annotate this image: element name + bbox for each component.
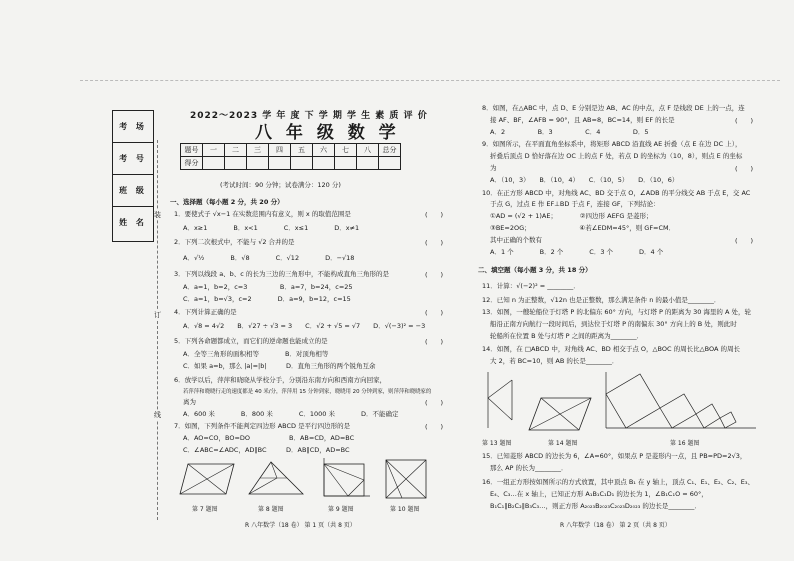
score-cell bbox=[225, 157, 247, 170]
cut-char: 线 bbox=[154, 411, 161, 419]
answer-paren: ( ) bbox=[425, 399, 444, 407]
question-text: 7．如图，下列条件不能判定四边形 ABCD 是平行四边形的是 bbox=[174, 422, 351, 430]
score-table-header-row bbox=[181, 144, 401, 157]
question-text: 12．已知 n 为正整数，√12n 也是正整数，那么满足条件 n 的最小值是________． bbox=[482, 296, 721, 304]
question-options: A．AO=CO，BO=DO B．AB=CD，AD=BC bbox=[183, 434, 355, 442]
score-cell bbox=[313, 157, 335, 170]
question-text: 16．一组正方形按如图所示的方式放置，其中顶点 B₁ 在 y 轴上，顶点 C₁、E₁、E₂、C₂、E₃、 bbox=[482, 478, 754, 486]
question-text: 那么 AP 的长为________． bbox=[490, 464, 568, 472]
score-cell: 得分 bbox=[181, 157, 203, 170]
question-text: 14．如图，在 □ABCD 中，对角线 AC、BD 相交于点 O，△BOC 的周长比△BOA 的周长 bbox=[482, 345, 740, 353]
question-text: 若萍萍和晓晓行走的速度都是 40 米/分，萍萍用 15 分钟到家，晓晓用 20 分钟到家，则萍萍和晓晓家的 bbox=[183, 389, 432, 395]
name-label: 姓 名 bbox=[119, 218, 147, 227]
question-options: A．全等三角形的面积相等 B．对顶角相等 bbox=[183, 350, 329, 358]
question-options: A．x≥1 B．x<1 C．x≤1 D．x≠1 bbox=[183, 224, 360, 232]
question-options: A．a=1，b=2，c=3 B．a=7，b=24，c=25 bbox=[183, 283, 353, 291]
question-text: 11．计算：√(−2)² = ________． bbox=[482, 282, 580, 290]
answer-paren: ( ) bbox=[735, 237, 754, 245]
question-options: C．a=1，b=√3，c=2 D．a=9，b=12，c=15 bbox=[183, 295, 351, 303]
answer-paren: ( ) bbox=[735, 165, 754, 173]
figure-caption: 第 10 题图 bbox=[390, 506, 420, 513]
score-cell bbox=[379, 157, 401, 170]
figure-q14 bbox=[525, 394, 595, 436]
question-text: 3．下列以线段 a、b、c 的长为三边的三角形中，不能构成直角三角形的是 bbox=[174, 270, 389, 278]
figure-caption: 第 7 题图 bbox=[192, 506, 218, 513]
exam-title: 八 年 级 数 学 bbox=[255, 123, 400, 143]
score-cell bbox=[247, 157, 269, 170]
score-cell: 三 bbox=[247, 144, 269, 157]
score-cell: 五 bbox=[291, 144, 313, 157]
question-options: C．如果 a=b，那么 |a|=|b| D．直角三角形的两个锐角互余 bbox=[183, 362, 376, 370]
question-options: A．2 B．3 C．4 D．5 bbox=[490, 128, 649, 136]
page-footer-left: R 八年数学（18 卷） 第 1 页（共 8 页） bbox=[245, 522, 356, 529]
figure-q9 bbox=[318, 456, 372, 502]
question-text: E₄、C₃…在 x 轴上，已知正方形 A₁B₁C₁D₁ 的边长为 1，∠B₁C₁O = 60°， bbox=[490, 490, 708, 498]
figure-caption: 第 13 题图 bbox=[482, 440, 512, 447]
question-text: 5．下列各命题都成立，而它们的逆命题也能成立的是 bbox=[174, 337, 328, 345]
question-text: B₁C₁∥B₂C₂∥B₃C₃…，则正方形 A₂₀₂₃B₂₀₂₃C₂₀₂₃D₂₀₂₃ 的边长是________． bbox=[490, 502, 701, 510]
question-text: 折叠后顶点 D 恰好落在边 OC 上的点 F 处，若点 D 的坐标为（10，8），则点 E 的坐标 bbox=[490, 152, 743, 160]
score-cell: 八 bbox=[357, 144, 379, 157]
score-cell bbox=[203, 157, 225, 170]
score-table bbox=[180, 143, 401, 170]
question-text: 15．已知菱形 ABCD 的边长为 6，∠A=60°，如果点 P 是菱形内一点，且 PB=PD=2√3， bbox=[482, 452, 747, 460]
figure-caption: 第 14 题图 bbox=[548, 440, 578, 447]
section-fill-heading: 二、填空题（每小题 3 分，共 18 分） bbox=[478, 266, 592, 274]
question-options: A．1 个 B．2 个 C．3 个 D．4 个 bbox=[490, 248, 664, 256]
answer-paren: ( ) bbox=[425, 423, 444, 431]
question-text: 为 bbox=[490, 164, 497, 172]
answer-paren: ( ) bbox=[735, 117, 754, 125]
figure-q10 bbox=[382, 456, 432, 502]
question-options: A．√8 = 4√2 B．√27 ÷ √3 = 3 C．√2 + √5 = √7 D．√(−3)² = −3 bbox=[183, 322, 426, 330]
question-options: C．∠ABC=∠ADC，AD∥BC D．AB∥CD，AD=BC bbox=[183, 446, 350, 454]
question-text: 其中正确的个数有 bbox=[490, 236, 542, 244]
answer-paren: ( ) bbox=[425, 338, 444, 346]
answer-paren: ( ) bbox=[425, 271, 444, 279]
figure-q16 bbox=[600, 370, 760, 434]
question-text: 9．如图所示，在平面直角坐标系中，将矩形 ABCD 沿直线 AE 折叠（点 E 在边 DC 上）， bbox=[482, 140, 742, 148]
answer-paren: ( ) bbox=[425, 239, 444, 247]
question-options: A．（10，3） B．（10，4） C．（10，5） D．（10，6） bbox=[490, 176, 679, 184]
question-text: 2．下列二次根式中，不能与 √2 合并的是 bbox=[174, 238, 295, 246]
question-text: 13．如图，一艘轮船位于灯塔 P 的北偏东 60° 方向，与灯塔 P 的距离为 30 海里的 A 处，轮 bbox=[482, 308, 752, 316]
answer-paren: ( ) bbox=[425, 211, 444, 219]
score-cell bbox=[291, 157, 313, 170]
question-text: 接 AF、BF，∠AFB = 90°，且 AB=8，BC=14，则 EF 的长是 bbox=[490, 116, 675, 124]
exam-room-label: 考 场 bbox=[113, 111, 153, 143]
figure-caption: 第 16 题图 bbox=[670, 440, 700, 447]
class-label: 班 级 bbox=[113, 175, 153, 207]
question-text: 轮船所在位置 B 处与灯塔 P 之间的距离为________． bbox=[490, 332, 644, 340]
score-cell: 一 bbox=[203, 144, 225, 157]
question-text: 离为 bbox=[183, 398, 196, 406]
exam-number-label: 考 号 bbox=[113, 143, 153, 175]
score-cell: 六 bbox=[313, 144, 335, 157]
question-options: A．600 米 B．800 米 C．1000 米 D．不能确定 bbox=[183, 410, 399, 418]
question-text: 大 2，若 BC=10，则 AB 的长是________． bbox=[490, 357, 619, 365]
figure-q7 bbox=[176, 458, 238, 500]
figure-caption: 第 9 题图 bbox=[328, 506, 354, 513]
score-table-score-row bbox=[181, 157, 401, 170]
question-text: 于点 G，过点 E 作 EF⊥BD 于点 F，连接 GF，下列结论： bbox=[490, 200, 660, 208]
score-cell: 四 bbox=[269, 144, 291, 157]
score-cell: 二 bbox=[225, 144, 247, 157]
school-year-heading: 2022～2023 学 年 度 下 学 期 学 生 素 质 评 价 bbox=[190, 111, 428, 121]
page-footer-right: R 八年数学（18 卷） 第 2 页（共 8 页） bbox=[560, 522, 671, 529]
cut-char: 装 bbox=[154, 211, 161, 219]
question-text: 6．放学以后，萍萍和晓晓从学校分手，分别沿东南方向和西南方向回家， bbox=[174, 376, 387, 384]
score-cell bbox=[357, 157, 379, 170]
question-text: ①AD = (√2 + 1)AE； ②四边形 AEFG 是菱形； bbox=[490, 212, 653, 220]
section-choice-heading: 一、选择题（每小题 2 分，共 20 分） bbox=[170, 198, 284, 206]
question-text: 10．在正方形 ABCD 中，对角线 AC、BD 交于点 O，∠ADB 的平分线交 AB 于点 E，交 AC bbox=[482, 189, 751, 197]
answer-paren: ( ) bbox=[425, 309, 444, 317]
figure-q13 bbox=[480, 370, 520, 430]
question-text: 4．下列计算正确的是 bbox=[174, 308, 237, 316]
student-info-box bbox=[112, 110, 154, 242]
score-cell: 题号 bbox=[181, 144, 203, 157]
exam-note: (考试时间：90 分钟；试卷满分：120 分) bbox=[220, 181, 341, 189]
top-dashed-line bbox=[80, 80, 780, 81]
score-cell: 七 bbox=[335, 144, 357, 157]
binding-cut-line bbox=[157, 140, 158, 520]
cut-char: 订 bbox=[154, 311, 161, 319]
question-text: 8．如图，在△ABC 中，点 D、E 分别是边 AB、AC 的中点，点 F 是线段 DE 上的一点，连 bbox=[482, 104, 745, 112]
score-cell bbox=[335, 157, 357, 170]
figure-caption: 第 8 题图 bbox=[258, 506, 284, 513]
question-text: 1．要使式子 √x−1 在实数范围内有意义，则 x 的取值范围是 bbox=[174, 210, 351, 218]
score-cell bbox=[269, 157, 291, 170]
score-cell: 总分 bbox=[379, 144, 401, 157]
question-text: 船沿正南方向航行一段时间后，到达位于灯塔 P 的南偏东 30° 方向上的 B 处，则此时 bbox=[490, 320, 737, 328]
figure-q8 bbox=[245, 458, 307, 500]
question-text: ③BE=2OG； ④若∠EDM=45°，则 GF=CM． bbox=[490, 224, 676, 232]
question-options: A．√½ B．√8 C．√12 D．−√18 bbox=[183, 254, 355, 262]
